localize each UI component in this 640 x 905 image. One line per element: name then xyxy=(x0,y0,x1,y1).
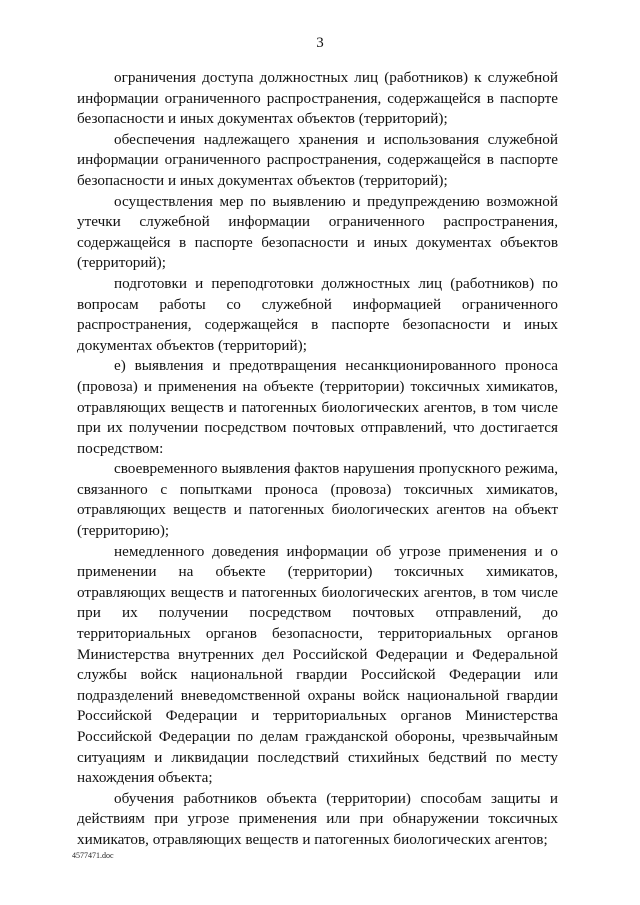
paragraph-leak-prevention: осуществления мер по выявлению и предупреждению возможной утечки служебной информации ограниченного распространения, содержащейся в паспорте безопасности и иных документах объектов (территорий); xyxy=(77,192,558,272)
paragraph-timely-detection: своевременного выявления фактов нарушения пропускного режима, связанного с попытками проноса (провоза) токсичных химикатов, отравляющих веществ и патогенных биологических агентов на объект (территорию); xyxy=(77,460,558,540)
paragraph-training-officials: подготовки и переподготовки должностных лиц (работников) по вопросам работы со служебной информацией ограниченного распространения, содержащейся в паспорте безопасности и иных документах объектов (территорий); xyxy=(77,274,558,354)
paragraph-storage: обеспечения надлежащего хранения и использования служебной информации ограниченного распространения, содержащейся в паспорте безопасности и иных документах объектов (территорий); xyxy=(77,130,558,189)
paragraph-item-e: е) выявления и предотвращения несанкционированного проноса (провоза) и применения на объекте (территории) токсичных химикатов, отравляющих веществ и патогенных биологических агентов, в том числе при их получении посредством почтовых отправлений, что достигается посредством: xyxy=(77,357,558,457)
paragraph-immediate-notification: немедленного доведения информации об угрозе применения и о применении на объекте (территории) токсичных химикатов, отравляющих веществ и патогенных биологических агентов, в том числе при их получении посредством почтовых отправлений, до территориальных органов безопасности, территориальных органов Министерства внутренних дел Российской Федерации и Федеральной службы войск национальной гвардии Российской Федерации или подразделений вневедомственной охраны войск национальной гвардии Российской Федерации и территориальных органов Министерства Российской Федерации по делам гражданской обороны, чрезвычайным ситуациям и ликвидации последствий стихийных бедствий по месту нахождения объекта; xyxy=(77,542,558,787)
paragraph-access-restriction: ограничения доступа должностных лиц (работников) к служебной информации ограниченного распространения, содержащейся в паспорте безопасности и иных документах объектов (территорий); xyxy=(77,69,558,128)
paragraph-staff-training: обучения работников объекта (территории) способам защиты и действиям при угрозе применения или при обнаружении токсичных химикатов, отравляющих веществ и патогенных биологических агентов; xyxy=(77,789,558,848)
document-body xyxy=(77,68,558,851)
page-number: 3 xyxy=(316,35,324,51)
footer-document-code: 4577471.doc xyxy=(72,851,114,860)
